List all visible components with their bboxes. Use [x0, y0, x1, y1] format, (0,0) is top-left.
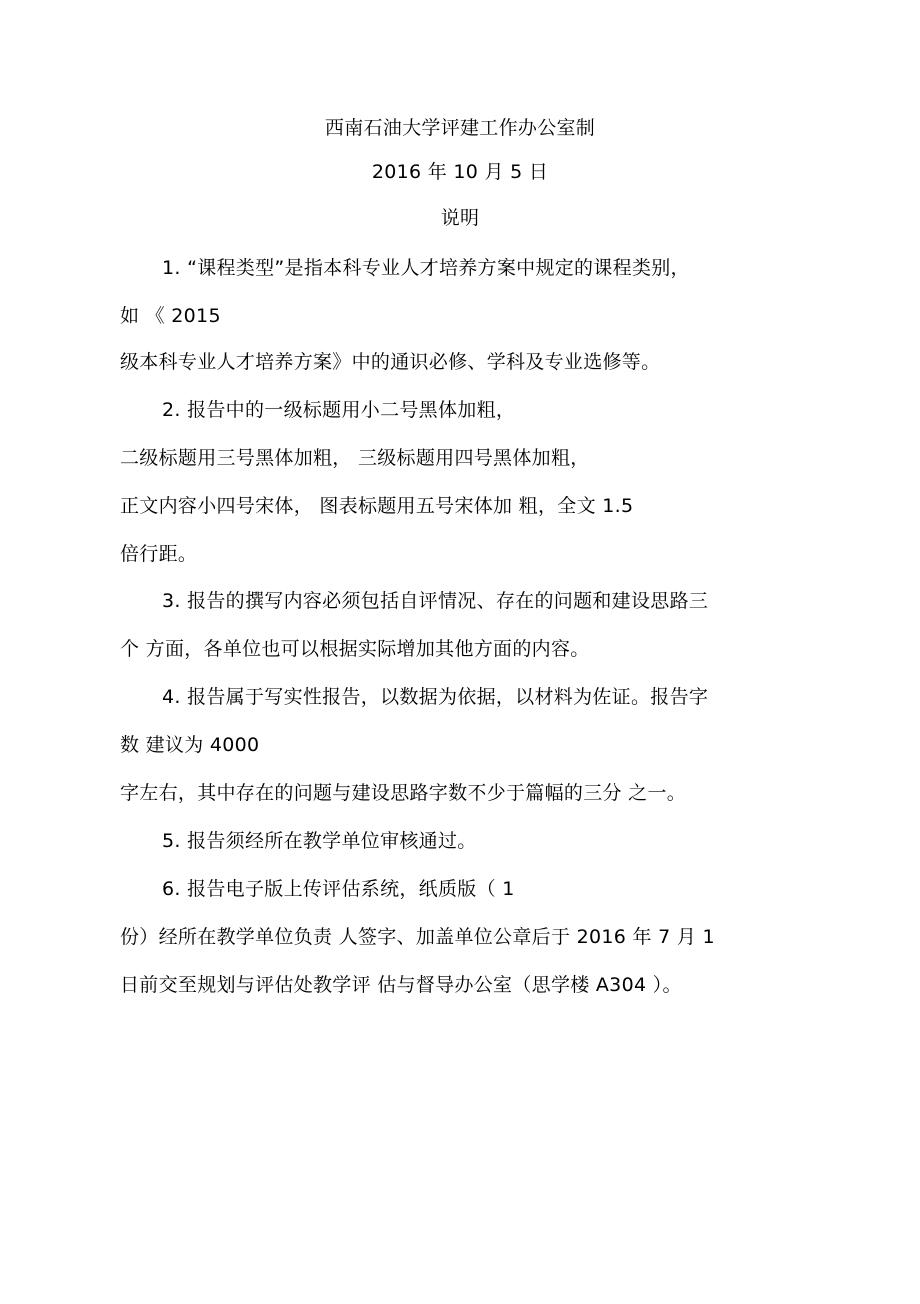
item-2-line-1: 2. 报告中的一级标题用小二号黑体加粗，: [162, 399, 516, 421]
item-6-line-2: 份）经所在教学单位负责 人签字、加盖单位公章后于 2016 年 7 月 1: [120, 926, 715, 948]
item-2-line-2: 二级标题用三号黑体加粗， 三级标题用四号黑体加粗，: [120, 447, 590, 469]
issuer-line: 西南石油大学评建工作办公室制: [324, 117, 596, 139]
item-5-line-1: 5. 报告须经所在教学单位审核通过。: [162, 830, 477, 852]
item-3-line-2: 个 方面，各单位也可以根据实际增加其他方面的内容。: [120, 638, 590, 660]
item-6-line-1: 6. 报告电子版上传评估系统，纸质版（ 1: [162, 878, 515, 900]
item-4-line-1: 4. 报告属于写实性报告，以数据为依据，以材料为佐证。报告字: [162, 686, 709, 708]
section-title: 说明: [440, 207, 480, 229]
issue-date: 2016 年 10 月 5 日: [371, 161, 549, 183]
item-2-line-4: 倍行距。: [120, 543, 198, 565]
item-1-line-1: 1. “课程类型”是指本科专业人才培养方案中规定的课程类别，: [162, 257, 690, 279]
item-3-line-1: 3. 报告的撰写内容必须包括自评情况、存在的问题和建设思路三: [162, 590, 709, 612]
item-4-line-2: 数 建议为 4000: [120, 734, 260, 756]
item-2-line-3: 正文内容小四号宋体， 图表标题用五号宋体加 粗，全文 1.5: [120, 495, 634, 517]
item-1-line-2: 如 《 2015: [120, 305, 221, 327]
item-4-line-3: 字左右，其中存在的问题与建设思路字数不少于篇幅的三分 之一。: [120, 782, 687, 804]
item-1-line-3: 级本科专业人才培养方案》中的通识必修、学科及专业选修等。: [120, 351, 661, 373]
item-6-line-3: 日前交至规划与评估处教学评 估与督导办公室（思学楼 A304 ）。: [120, 974, 682, 996]
